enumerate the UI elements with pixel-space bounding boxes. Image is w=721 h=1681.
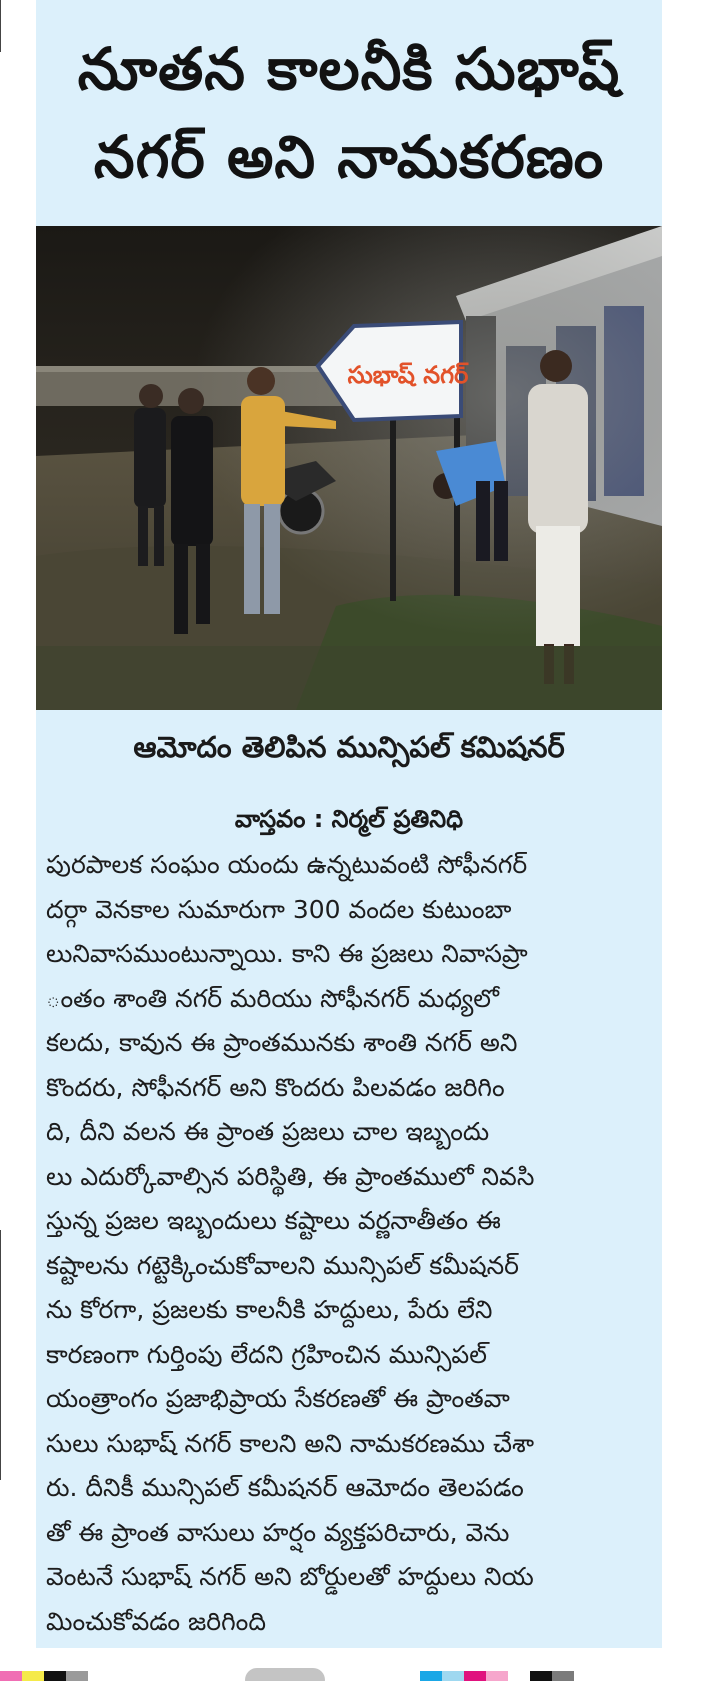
article-body-line: కొందరు, సోఫీనగర్ అని కొందరు పిలవడం జరిగిం	[46, 1072, 505, 1102]
headline-line-1: నూతన కాలనీకి సుభాష్	[77, 35, 621, 103]
article-body-line: మించుకోవడం జరిగింది	[46, 1606, 266, 1636]
article-body-line: తో ఈ ప్రాంత వాసులు హర్షం వ్యక్తపరిచారు, వెను	[46, 1517, 510, 1547]
article-body-line: ను కోరగా, ప్రజలకు కాలనీకి హద్దులు, పేరు లేని	[46, 1295, 493, 1324]
headline	[36, 0, 662, 226]
color-swatch	[552, 1671, 574, 1681]
color-swatch	[22, 1671, 44, 1681]
color-swatch	[442, 1671, 464, 1681]
news-photo	[36, 226, 662, 710]
article-body-line: కష్టాలను గట్టెక్కించుకోవాలని మున్సిపల్ కమీషనర్	[46, 1250, 519, 1280]
byline: వాస్తవం : నిర్మల్ ప్రతినిధి	[234, 805, 464, 833]
article-body-line: యంత్రాంగం ప్రజాభిప్రాయ సేకరణతో ఈ ప్రాంతవా	[46, 1384, 510, 1413]
article-body-line: పురపాలక సంఘం యందు ఉన్నటువంటి సోఫీనగర్	[46, 850, 528, 879]
article-body-line: ంతం శాంతి నగర్ మరియు సోఫీనగర్ మధ్యలో	[46, 983, 500, 1013]
color-swatch	[486, 1671, 508, 1681]
article-body-line: వెంటనే సుభాష్ నగర్ అని బోర్డులతో హద్దులు నియ	[46, 1562, 534, 1591]
article-body-line: దర్గా వెనకాల సుమారుగా 300 వందల కుటుంబా	[46, 894, 512, 924]
sign-text: సుభాష్ నగర్	[347, 361, 469, 389]
article-column	[36, 0, 662, 1648]
color-swatch	[464, 1671, 486, 1681]
subheadline: ఆమోదం తెలిపిన మున్సిపల్ కమిషనర్	[133, 730, 565, 764]
color-swatch	[0, 1671, 22, 1681]
headline-line-2: నగర్ అని నామకరణం	[93, 123, 605, 191]
color-swatch	[66, 1671, 88, 1681]
article-body-line: సులు సుభాష్ నగర్ కాలని అని నామకరణము చేశా	[46, 1428, 535, 1458]
article-body-line: స్తున్న ప్రజల ఇబ్బందులు కష్టాలు వర్ణనాతీతం ఈ	[46, 1206, 501, 1235]
article-body-line: లునివాసముంటున్నాయి. కాని ఈ ప్రజలు నివాసప్రా	[46, 939, 528, 968]
color-swatch	[530, 1671, 552, 1681]
crop-mark	[0, 1230, 1, 1480]
color-swatch	[420, 1671, 442, 1681]
article-body	[46, 843, 656, 1644]
article-body-line: రు. దీనికీ మున్సిపల్ కమీషనర్ ఆమోదం తెలపడం	[46, 1473, 524, 1502]
registration-mark	[245, 1668, 325, 1681]
article-body-line: కారణంగా గుర్తింపు లేదని గ్రహించిన మున్సిపల్	[46, 1339, 487, 1369]
article-body-line: లు ఎదుర్కోవాల్సిన పరిస్థితి, ఈ ప్రాంతములో నివసి	[46, 1161, 535, 1191]
crop-mark	[0, 0, 1, 52]
night-scene-illustration	[36, 226, 662, 710]
article-body-line: కలదు, కావున ఈ ప్రాంతమునకు శాంతి నగర్ అని	[46, 1028, 518, 1057]
color-swatch	[44, 1671, 66, 1681]
article-body-line: ది, దీని వలన ఈ ప్రాంత ప్రజలు చాల ఇబ్బందు	[46, 1117, 490, 1146]
